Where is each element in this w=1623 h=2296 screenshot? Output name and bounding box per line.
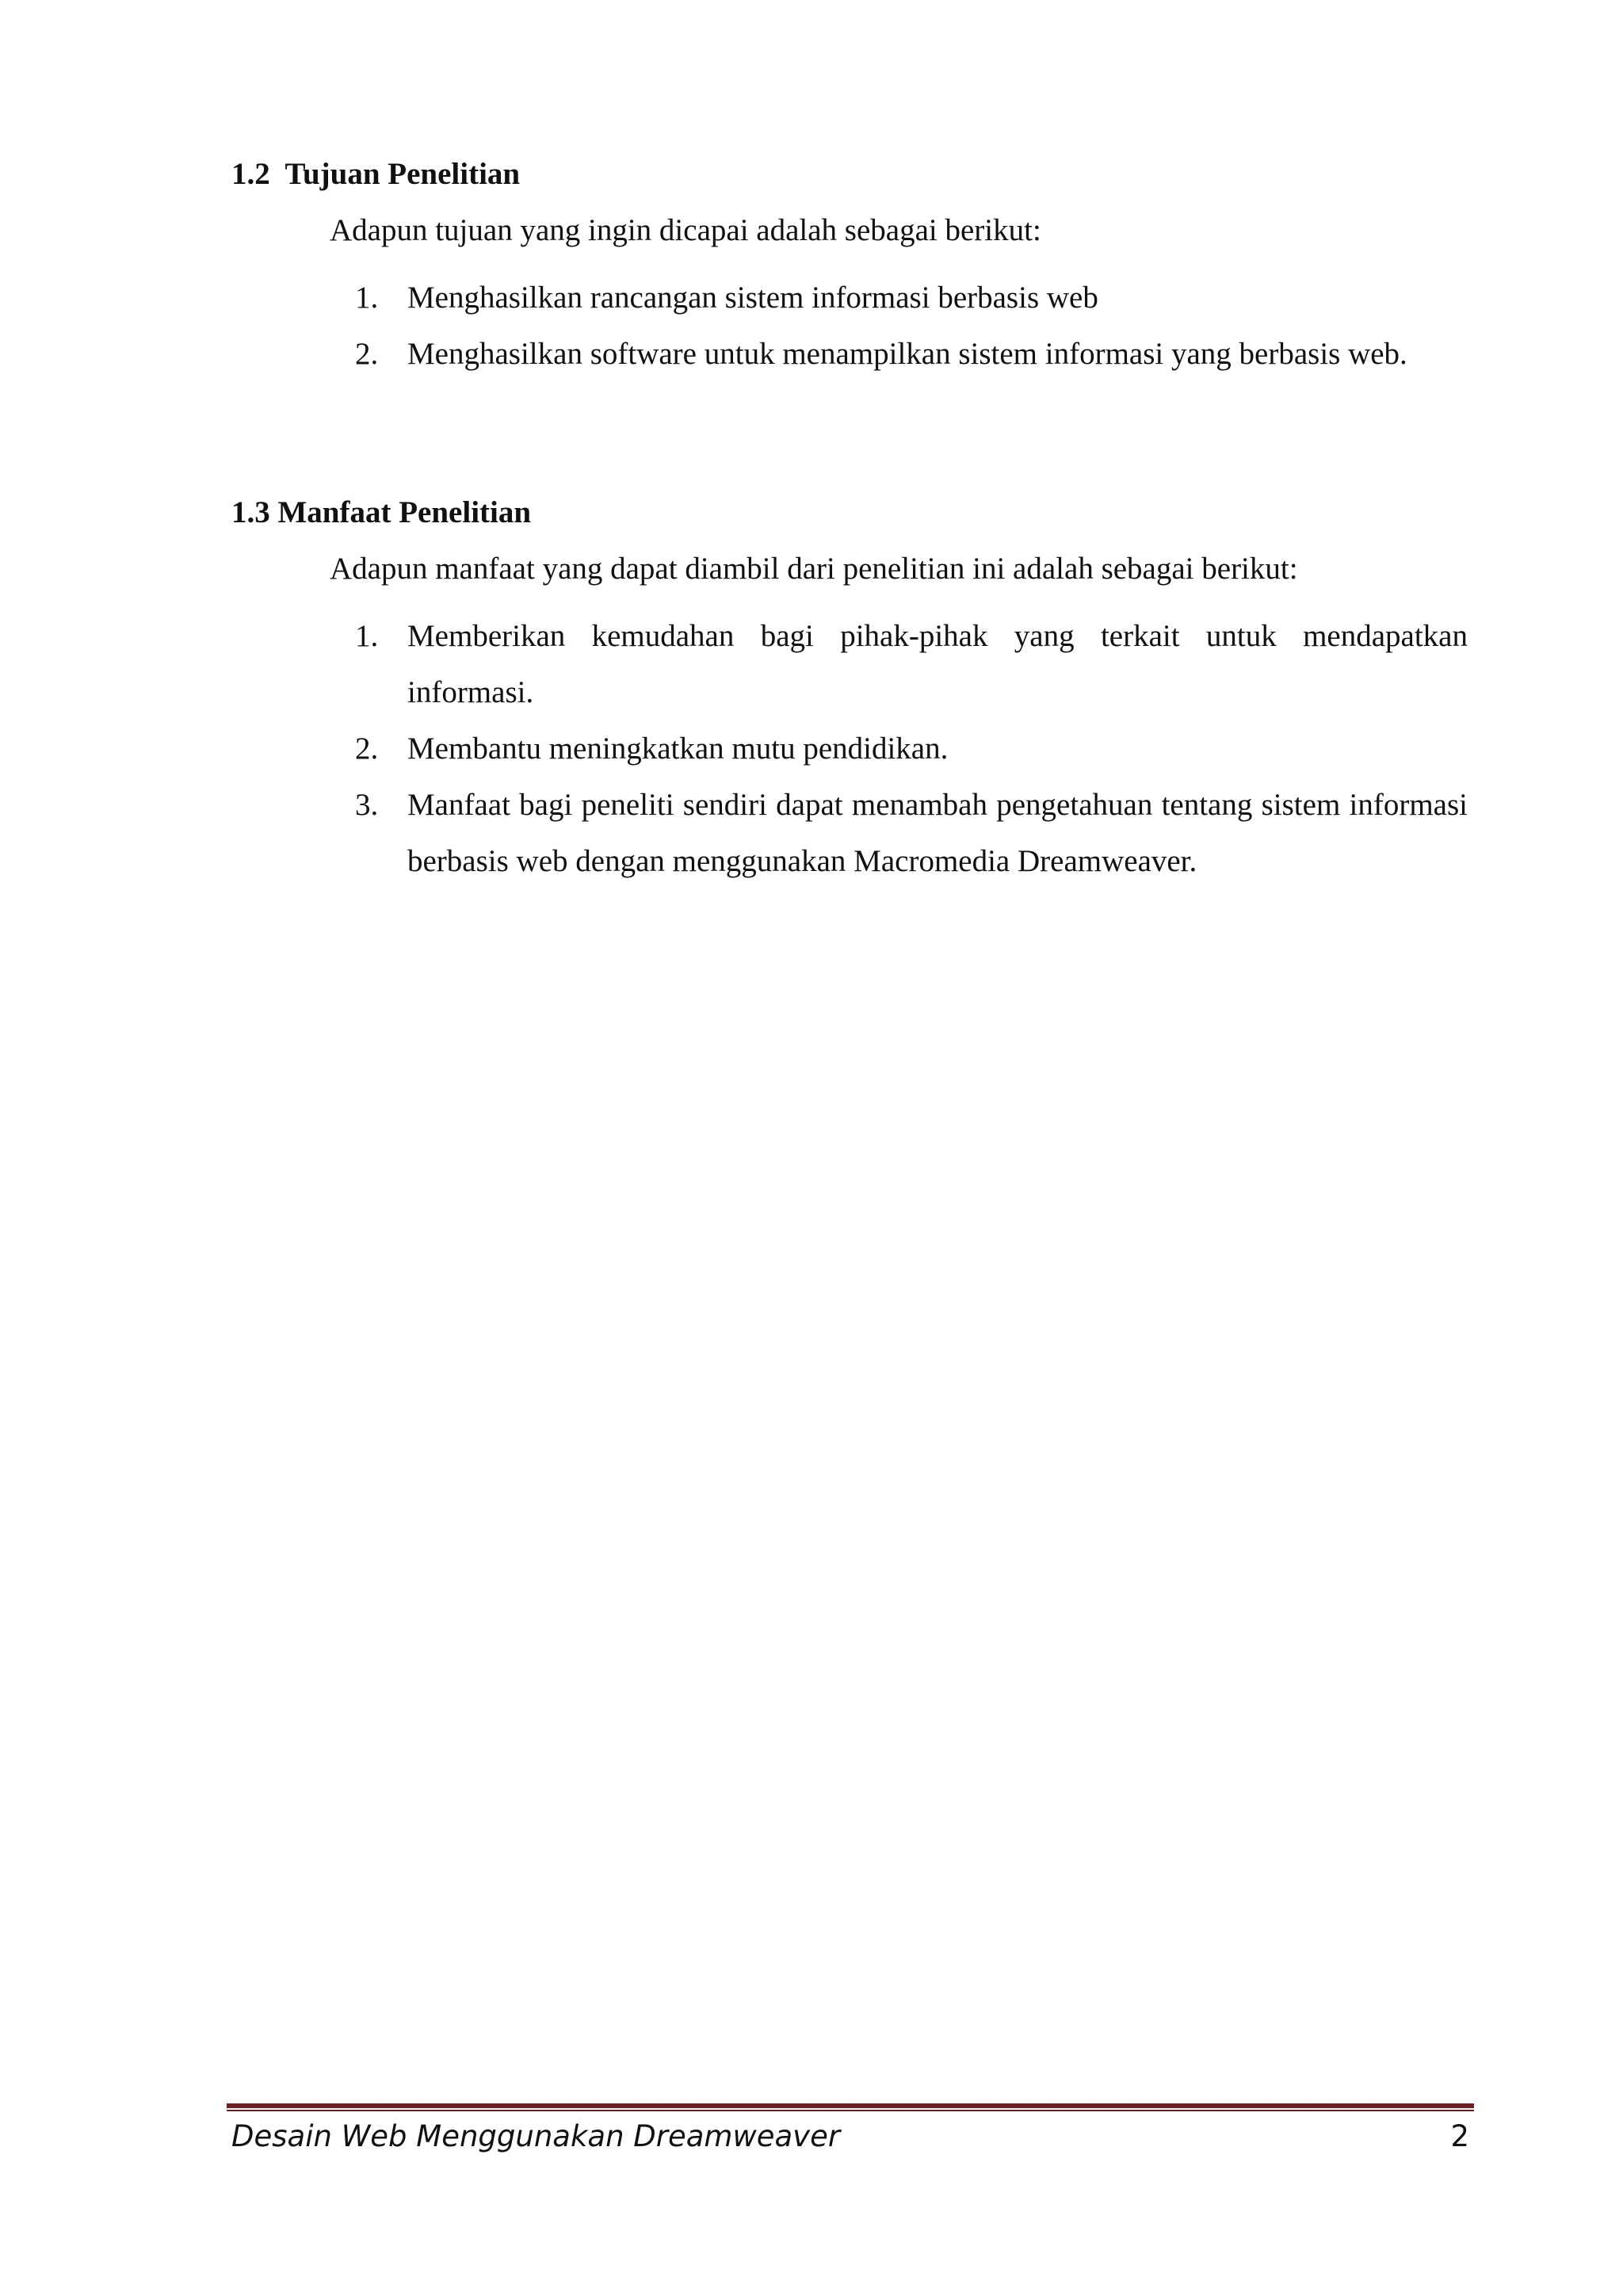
list-item-number: 1.: [355, 281, 379, 315]
list-item-text: Memberikan kemudahan bagi pihak-pihak yang terkait untuk mendapatkan informasi.: [407, 619, 1468, 709]
page-number: 2: [1450, 2119, 1469, 2153]
list-item: [231, 777, 1468, 889]
list-item: [231, 608, 1468, 720]
list-item-number: 1.: [355, 619, 379, 653]
section-heading: 1.3 Manfaat Penelitian: [231, 495, 532, 529]
list-item-text: Menghasilkan rancangan sistem informasi berbasis web: [407, 281, 1098, 315]
footer-title: Desain Web Menggunakan Dreamweaver: [231, 2119, 841, 2153]
list-item: [231, 720, 1468, 777]
list-item-text: Manfaat bagi peneliti sendiri dapat menambah pengetahuan tentang sistem informasi berbasis web dengan menggunakan Macromedia Dreamweaver.: [407, 788, 1468, 878]
benefits-list: [231, 608, 1468, 889]
list-item-number: 3.: [355, 788, 379, 822]
section-heading: 1.2 Tujuan Penelitian: [231, 157, 521, 191]
section-intro: Adapun tujuan yang ingin dicapai adalah sebagai berikut:: [330, 213, 1041, 247]
section-manfaat-penelitian: [231, 495, 1468, 889]
objectives-list: [231, 269, 1468, 382]
list-item: [231, 326, 1468, 382]
list-item-text: Membantu meningkatkan mutu pendidikan.: [407, 732, 949, 766]
list-item-number: 2.: [355, 337, 379, 371]
list-item-text: Menghasilkan software untuk menampilkan sistem informasi yang berbasis web.: [407, 337, 1407, 371]
list-item-number: 2.: [355, 732, 379, 766]
section-intro: Adapun manfaat yang dapat diambil dari penelitian ini adalah sebagai berikut:: [330, 552, 1298, 586]
footer-rule: [227, 2103, 1474, 2111]
list-item: [231, 269, 1468, 326]
section-tujuan-penelitian: [231, 157, 1468, 382]
